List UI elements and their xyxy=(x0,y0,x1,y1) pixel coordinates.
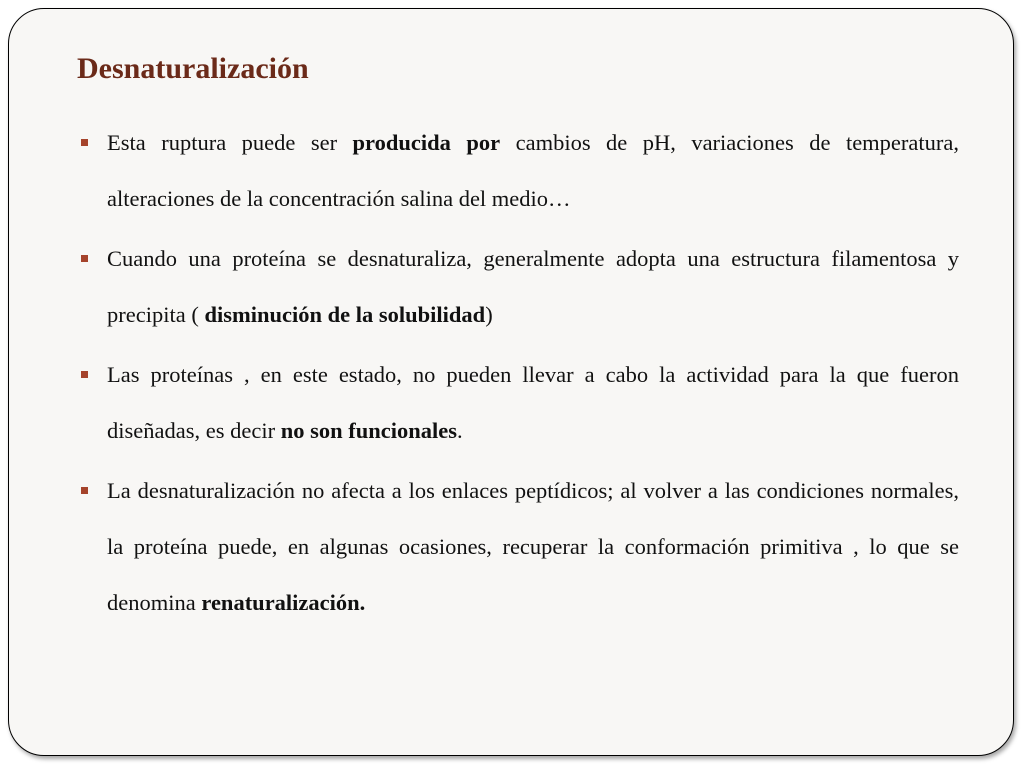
bullet-segment: . xyxy=(457,418,463,443)
square-bullet-icon xyxy=(81,255,88,262)
bullet-segment-bold: disminución de la solubilidad xyxy=(204,302,486,327)
bullet-segment: ) xyxy=(485,302,493,327)
square-bullet-icon xyxy=(81,487,88,494)
bullet-item-2 xyxy=(77,231,959,343)
bullet-segment-bold: renaturalización. xyxy=(201,590,366,615)
bullet-segment-bold: no son funcionales xyxy=(280,418,457,443)
bullet-item-3 xyxy=(77,347,959,459)
bullet-item-1 xyxy=(77,115,959,227)
slide-frame xyxy=(8,8,1014,756)
bullet-text-4 xyxy=(107,478,959,615)
bullet-segment: Las proteínas , en este estado, no pueden llevar a cabo la actividad para la que fueron diseñadas, es decir xyxy=(107,362,959,443)
bullet-segment: La desnaturalización no afecta a los enlaces peptídicos; al volver a las condiciones normales, la proteína puede, en algunas ocasiones, recuperar la conformación primitiva , lo que se denomina xyxy=(107,478,959,615)
bullet-text-2 xyxy=(107,246,959,327)
bullet-text-3 xyxy=(107,362,959,443)
bullet-segment: Esta ruptura puede ser xyxy=(107,130,353,155)
slide-title: Desnaturalización xyxy=(77,52,309,85)
bullet-segment: cambios de pH, variaciones de temperatura, alteraciones de la concentración salina del medio… xyxy=(107,130,959,211)
square-bullet-icon xyxy=(81,371,88,378)
bullet-text-1 xyxy=(107,130,959,211)
square-bullet-icon xyxy=(81,139,88,146)
bullet-list xyxy=(77,115,959,635)
bullet-segment: Cuando una proteína se desnaturaliza, generalmente adopta una estructura filamentosa y precipita ( xyxy=(107,246,959,327)
bullet-item-4 xyxy=(77,463,959,631)
bullet-segment-bold: producida por xyxy=(352,130,501,155)
